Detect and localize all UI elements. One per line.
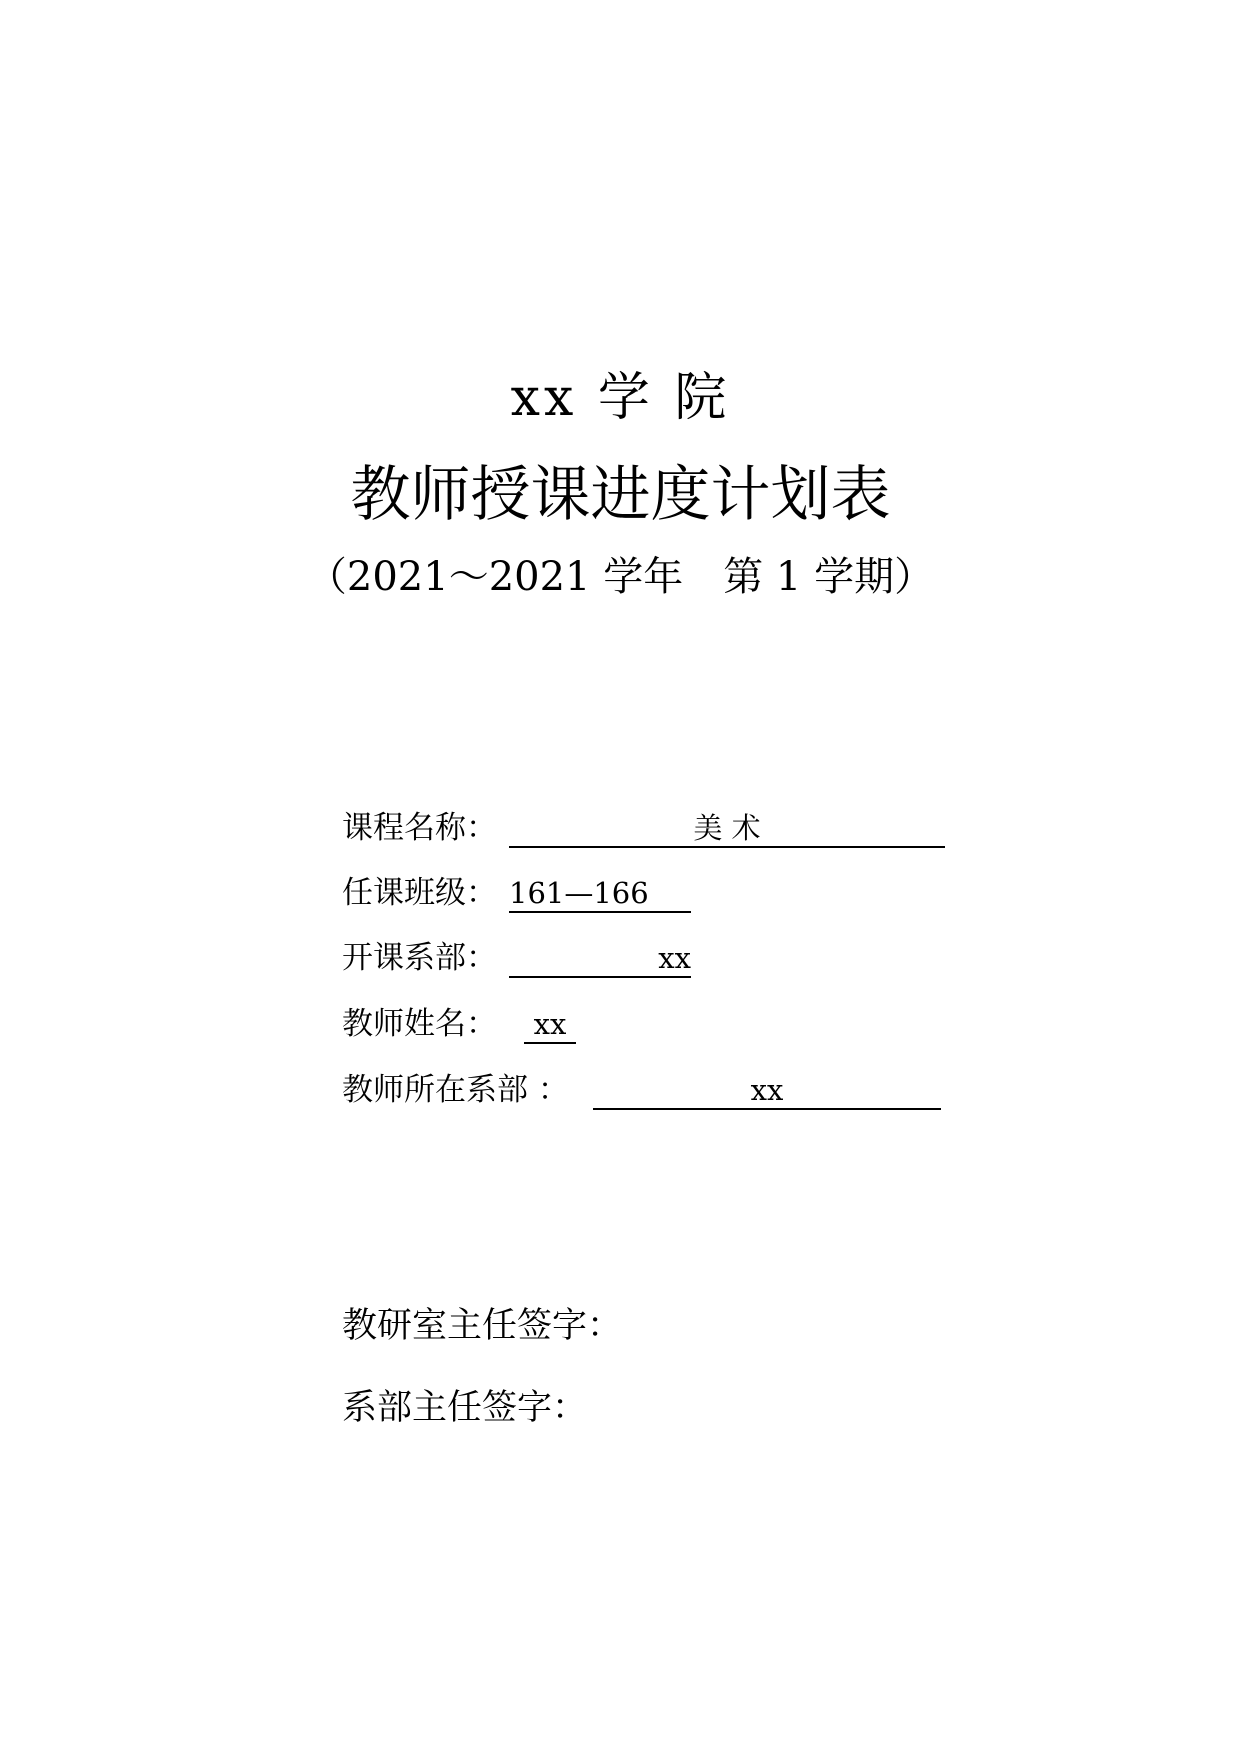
term-line: （2021～2021 学年 第 1 学期） (306, 554, 935, 600)
class-value: 161—166 (509, 871, 691, 913)
teacher-name-value: xx (524, 1002, 576, 1044)
teacher-dept-label: 教师所在系部 ： (342, 1072, 569, 1108)
teacher-name-label: 教师姓名： (342, 1006, 497, 1042)
class-label: 任课班级： (342, 875, 497, 911)
offering-dept-label: 开课系部： (342, 940, 497, 976)
office-head-signature: 教研室主任签字： (342, 1306, 623, 1346)
dept-head-signature: 系部主任签字： (342, 1388, 588, 1428)
document-title: 教师授课进度计划表 (350, 460, 891, 530)
course-name-value: 美 术 (509, 806, 945, 848)
teacher-dept-value: xx (593, 1068, 941, 1110)
offering-dept-value: xx (509, 936, 691, 978)
school-name: xx 学 院 (510, 368, 731, 428)
course-name-label: 课程名称： (342, 810, 497, 846)
